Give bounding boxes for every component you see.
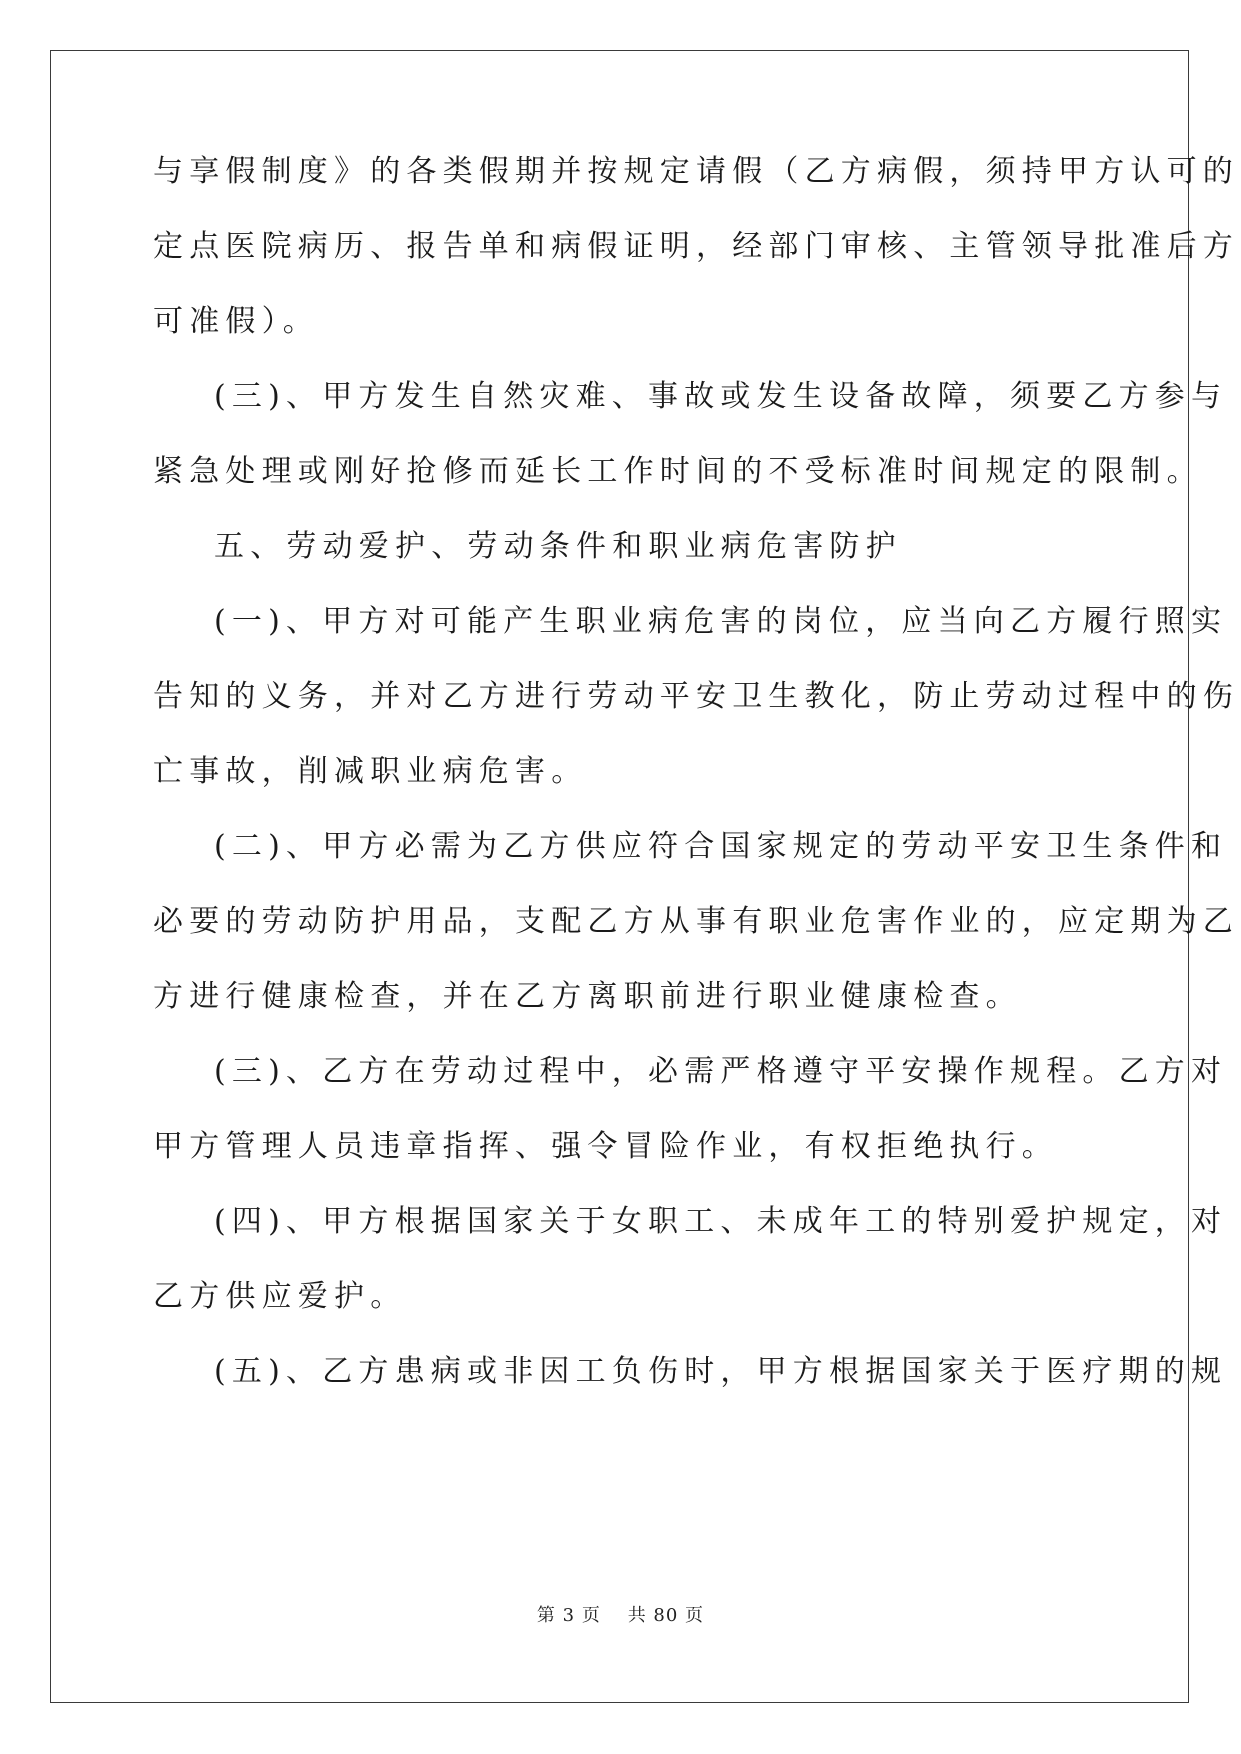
text-line: 定点医院病历、报告单和病假证明，经部门审核、主管领导批准后方: [153, 229, 1239, 264]
text-line: 可准假）。: [153, 304, 319, 339]
page-border: [50, 50, 1239, 1703]
text-line: 方进行健康检查，并在乙方离职前进行职业健康检查。: [153, 979, 1022, 1014]
text-line: (三)、甲方发生自然灾难、事故或发生设备故障，须要乙方参与: [214, 379, 1228, 414]
text-line: (一)、甲方对可能产生职业病危害的岗位，应当向乙方履行照实: [214, 604, 1228, 639]
text-line: 亡事故，削减职业病危害。: [153, 754, 588, 789]
text-line: 乙方供应爱护。: [153, 1279, 407, 1314]
text-line: 与享假制度》的各类假期并按规定请假（乙方病假，须持甲方认可的: [153, 154, 1239, 189]
text-line: 必要的劳动防护用品，支配乙方从事有职业危害作业的，应定期为乙: [153, 904, 1239, 939]
text-line: (三)、乙方在劳动过程中，必需严格遵守平安操作规程。乙方对: [214, 1054, 1228, 1089]
text-line: 甲方管理人员违章指挥、强令冒险作业，有权拒绝执行。: [153, 1129, 1058, 1164]
page-number-footer: 第 3 页 共 80 页: [536, 1605, 705, 1626]
text-line: 紧急处理或刚好抢修而延长工作时间的不受标准时间规定的限制。: [153, 454, 1203, 489]
text-line: (二)、甲方必需为乙方供应符合国家规定的劳动平安卫生条件和: [214, 829, 1228, 864]
section-heading: 五、劳动爱护、劳动条件和职业病危害防护: [214, 529, 902, 564]
text-line: 告知的义务，并对乙方进行劳动平安卫生教化，防止劳动过程中的伤: [153, 679, 1239, 714]
text-line: (五)、乙方患病或非因工负伤时，甲方根据国家关于医疗期的规: [214, 1354, 1228, 1389]
text-line: (四)、甲方根据国家关于女职工、未成年工的特别爱护规定，对: [214, 1204, 1228, 1239]
